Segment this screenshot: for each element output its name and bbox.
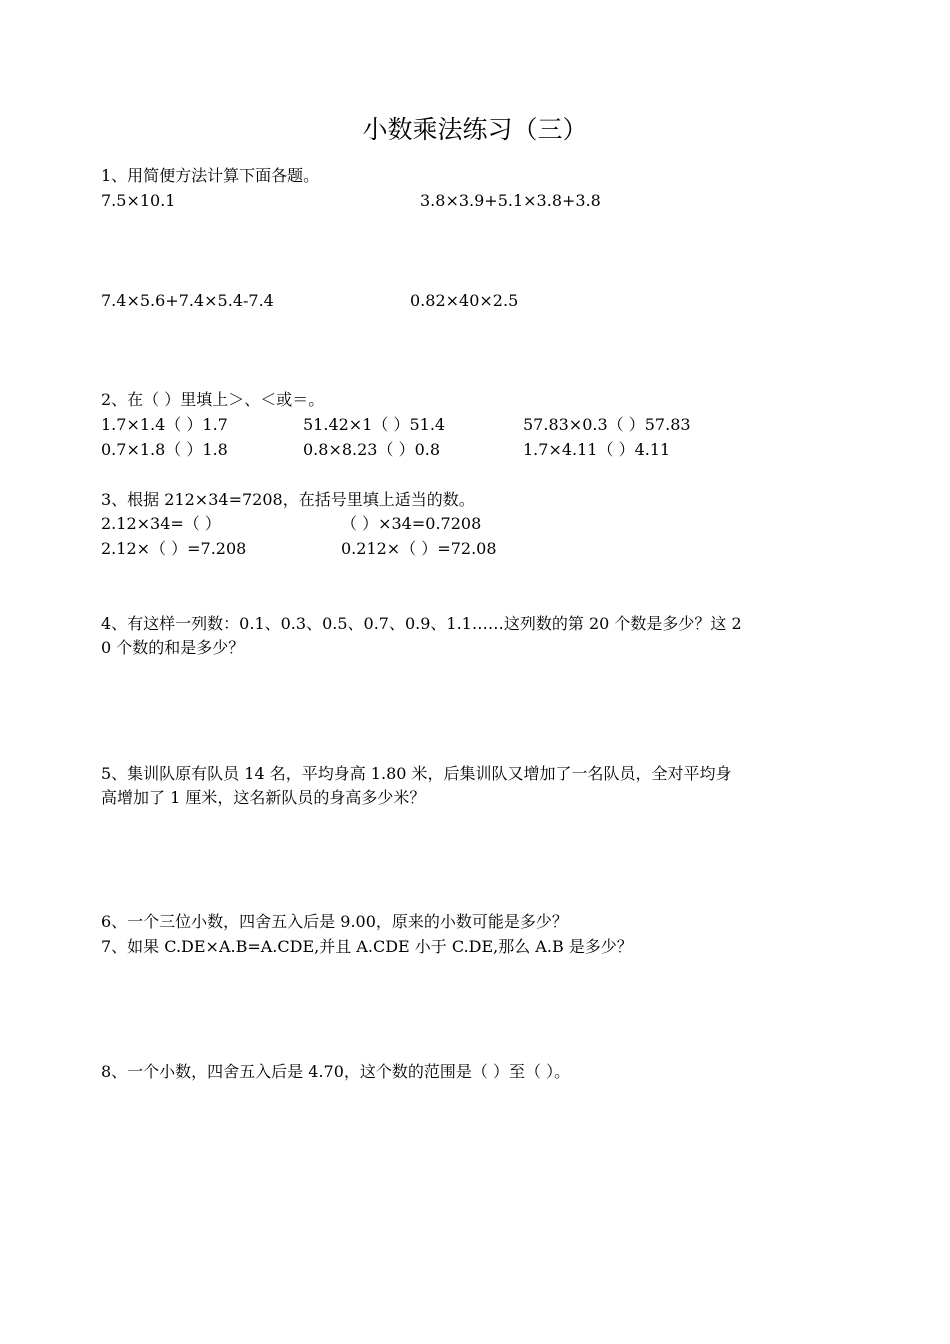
q2-compare-3: 57.83×0.3（ ）57.83 (523, 415, 691, 434)
q2-compare-1: 1.7×1.4（ ）1.7 (101, 415, 228, 434)
q5-text-line1: 5、集训队原有队员 14 名，平均身高 1.80 米，后集训队又增加了一名队员，全对平均身 (101, 764, 732, 783)
q2-compare-5: 0.8×8.23（ ）0.8 (303, 440, 441, 459)
q1-expr-1: 7.5×10.1 (101, 191, 176, 210)
q2-compare-4: 0.7×1.8（ ）1.8 (101, 440, 228, 459)
q3-fill-1: 2.12×34=（ ） (101, 514, 221, 533)
q1-heading: 1、用简便方法计算下面各题。 (101, 166, 320, 185)
q4-text-line1: 4、有这样一列数：0.1、0.3、0.5、0.7、0.9、1.1……这列数的第 20 个数是多少？这 2 (101, 614, 742, 633)
q1-expr-3: 7.4×5.6+7.4×5.4-7.4 (101, 291, 274, 310)
q4-text-line2: 0 个数的和是多少？ (101, 638, 245, 657)
page-title: 小数乘法练习（三） (362, 115, 588, 144)
q1-expr-4: 0.82×40×2.5 (410, 291, 519, 310)
q2-heading: 2、在（ ）里填上＞、＜或＝。 (101, 390, 325, 409)
q5-text-line2: 高增加了 1 厘米，这名新队员的身高多少米？ (101, 788, 426, 807)
q6-text: 6、一个三位小数，四舍五入后是 9.00，原来的小数可能是多少？ (101, 912, 568, 931)
q3-fill-3: 2.12×（ ）=7.208 (101, 539, 247, 558)
q3-heading: 3、根据 212×34=7208，在括号里填上适当的数。 (101, 490, 475, 509)
q3-fill-2: （ ）×34=0.7208 (341, 514, 482, 533)
q3-fill-4: 0.212×（ ）=72.08 (341, 539, 497, 558)
q2-compare-6: 1.7×4.11（ ）4.11 (523, 440, 671, 459)
q7-text: 7、如果 C.DE×A.B=A.CDE,并且 A.CDE 小于 C.DE,那么 A.B 是多少？ (101, 937, 633, 956)
q8-text: 8、一个小数，四舍五入后是 4.70，这个数的范围是（ ）至（ ）。 (101, 1062, 571, 1081)
q2-compare-2: 51.42×1（ ）51.4 (303, 415, 446, 434)
q1-expr-2: 3.8×3.9+5.1×3.8+3.8 (420, 191, 601, 210)
